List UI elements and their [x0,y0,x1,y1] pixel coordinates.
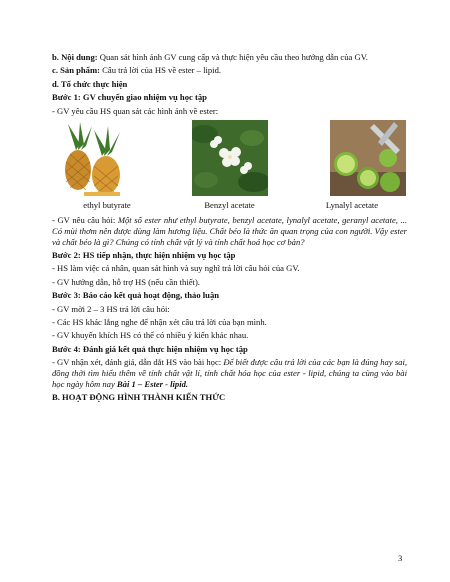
page-number: 3 [398,553,403,563]
question-text: Một số ester như ethyl butyrate, benzyl acetate, lynalyl acetate, geranyl acetate, ... Có mùi thơm nên được dùng làm hương liệu. Chất béo là thức ăn quan trọng của con người. Vậy ester và chất béo là gì? Chúng có tính chất vật lý và tính chất hoá học cơ bản? [52,214,407,247]
caption-benzyl-acetate: Benzyl acetate [204,199,255,210]
step4-paragraph [52,357,407,390]
organization-heading: d. Tổ chức thực hiện [52,78,128,89]
step2-heading: Bước 2: HS tiếp nhận, thực hiện nhiệm vụ học tập [52,249,236,260]
step4-heading: Bước 4: Đánh giá kết quả thực hiện nhiệm vụ học tập [52,343,248,354]
content-text: Quan sát hình ảnh GV cung cấp và thực hiện yêu cầu theo hướng dẫn của GV. [97,52,368,62]
page-content [52,52,407,406]
jasmine-image [192,120,268,196]
content-label: b. Nội dung: [52,52,98,62]
lesson-title: Bài 1 – Ester - lipid. [116,379,189,390]
product-label: c. Sản phẩm: [52,65,100,76]
step4-prefix: - GV nhận xét, đánh giá, dẫn dắt HS vào bài học: [52,357,224,368]
step3-line-3: - GV khuyến khích HS có thể có nhiều ý kiến khác nhau. [52,330,249,341]
question-paragraph [52,215,407,248]
image-captions [52,200,407,211]
step2-line-1: - HS làm việc cá nhân, quan sát hình và suy nghĩ trả lời câu hỏi của GV. [52,263,300,274]
lime-image [330,120,406,196]
section-b-heading: B. HOẠT ĐỘNG HÌNH THÀNH KIẾN THỨC [52,392,226,403]
product-paragraph [52,65,407,76]
step3-line-2: - Các HS khác lắng nghe để nhận xét câu trả lời của bạn mình. [52,316,267,327]
caption-ethyl-butyrate: ethyl butyrate [83,199,131,210]
step1-heading: Bước 1: GV chuyển giao nhiệm vụ học tập [52,92,207,103]
step4-text: Để biết được câu trả lời của các bạn là đúng hay sai, đồng thời tìm hiểu thêm về tính chất vật lí, tính chất hóa học của ester - lipid, chúng ta cùng vào bài học ngày hôm nay [52,357,407,390]
caption-lynalyl-acetate: Lynalyl acetate [325,199,379,210]
question-prefix: - GV nêu câu hỏi: [52,214,118,225]
content-paragraph [52,52,407,63]
step2-line-2: - GV hướng dẫn, hỗ trợ HS (nếu cần thiết). [52,276,200,287]
pineapple-image [54,120,130,196]
step3-heading: Bước 3: Báo cáo kết quả hoạt động, thảo luận [52,290,220,301]
step3-line-1: - GV mời 2 – 3 HS trả lời câu hỏi: [52,303,170,314]
product-text: Câu trả lời của HS về ester – lipid. [100,65,222,76]
ester-images [54,120,406,196]
step1-line: - GV yêu cầu HS quan sát các hình ảnh về ester: [52,105,219,116]
